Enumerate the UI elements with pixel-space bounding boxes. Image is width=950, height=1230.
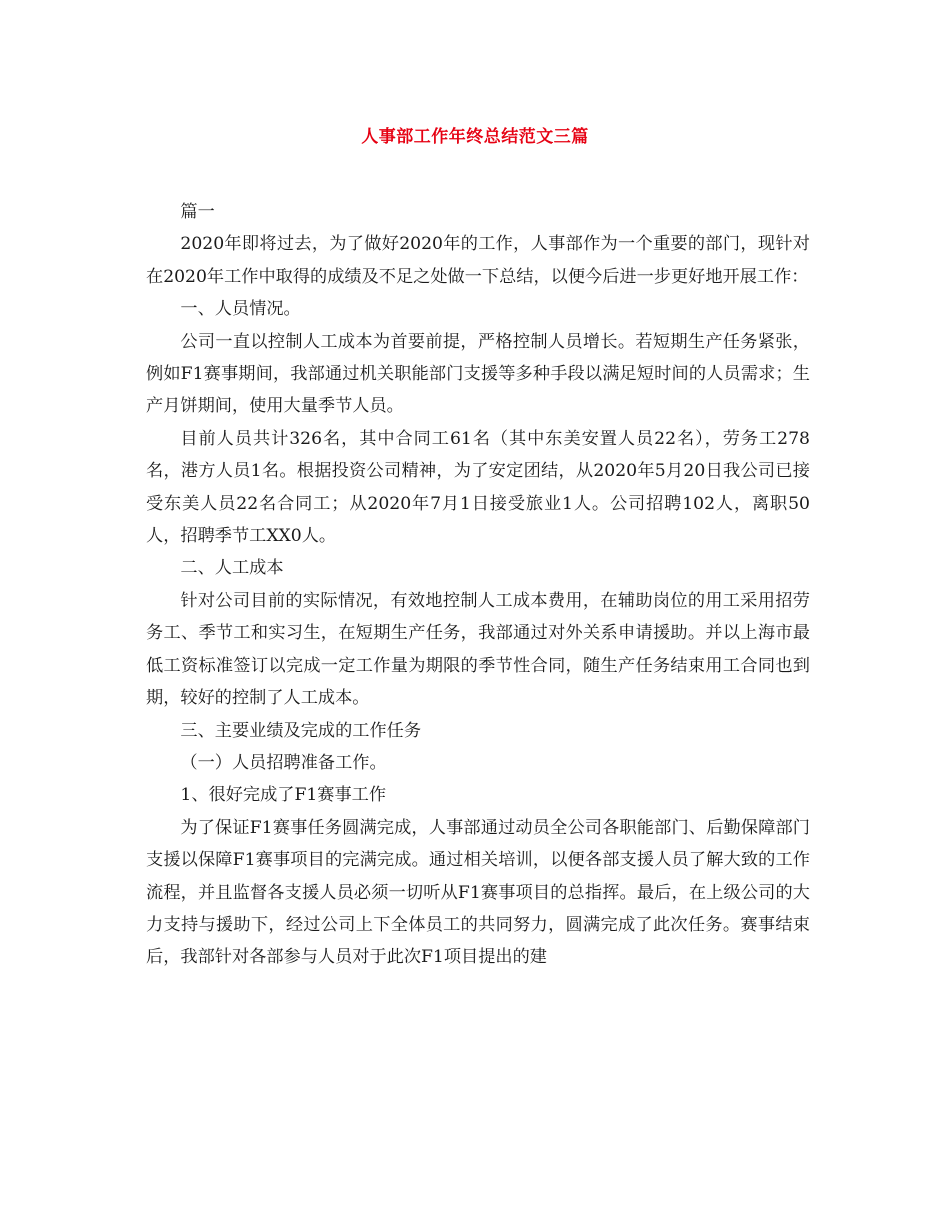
paragraph: 篇一	[180, 202, 215, 222]
paragraph: 为了保证F1赛事任务圆满完成，人事部通过动员全公司各职能部门、后勤保障部门支援以保障F1赛事项目的完满完成。通过相关培训，以便各部支援人员了解大致的工作流程，并且监督各支援人员必须一切听从F1赛事项目的总指挥。最后，在上级公司的大力支持与援助下，经过公司上下全体员工的共同努力，圆满完成了此次任务。赛事结束后，我部针对各部参与人员对于此次F1项目提出的建	[146, 817, 810, 968]
paragraph: （一）人员招聘准备工作。	[180, 752, 387, 773]
paragraph: 目前人员共计326名，其中合同工61名（其中东美安置人员22名），劳务工278名，港方人员1名。根据投资公司精神，为了安定团结，从2020年5月20日我公司已接受东美人员22名合同工；从2020年7月1日接受旅业1人。公司招聘102人，离职50人，招聘季节工XX0人。	[146, 428, 810, 547]
paragraph: 二、人工成本	[180, 558, 284, 579]
document-body	[146, 196, 810, 974]
document-title: 人事部工作年终总结范文三篇	[361, 127, 589, 147]
paragraph: 针对公司目前的实际情况，有效地控制人工成本费用，在辅助岗位的用工采用招劳务工、季节工和实习生，在短期生产任务，我部通过对外关系申请援助。并以上海市最低工资标准签订以完成一定工作量为期限的季节性合同，随生产任务结束用工合同也到期，较好的控制了人工成本。	[146, 590, 810, 709]
paragraph: 公司一直以控制人工成本为首要前提，严格控制人员增长。若短期生产任务紧张，例如F1赛事期间，我部通过机关职能部门支援等多种手段以满足短时间的人员需求；生产月饼期间，使用大量季节人员。	[146, 331, 810, 417]
paragraph: 1、很好完成了F1赛事工作	[180, 785, 387, 806]
paragraph: 2020年即将过去，为了做好2020年的工作，人事部作为一个重要的部门，现针对在2020年工作中取得的成绩及不足之处做一下总结，以便今后进一步更好地开展工作：	[146, 234, 810, 287]
paragraph: 一、人员情况。	[180, 299, 301, 320]
paragraph: 三、主要业绩及完成的工作任务	[180, 720, 422, 741]
